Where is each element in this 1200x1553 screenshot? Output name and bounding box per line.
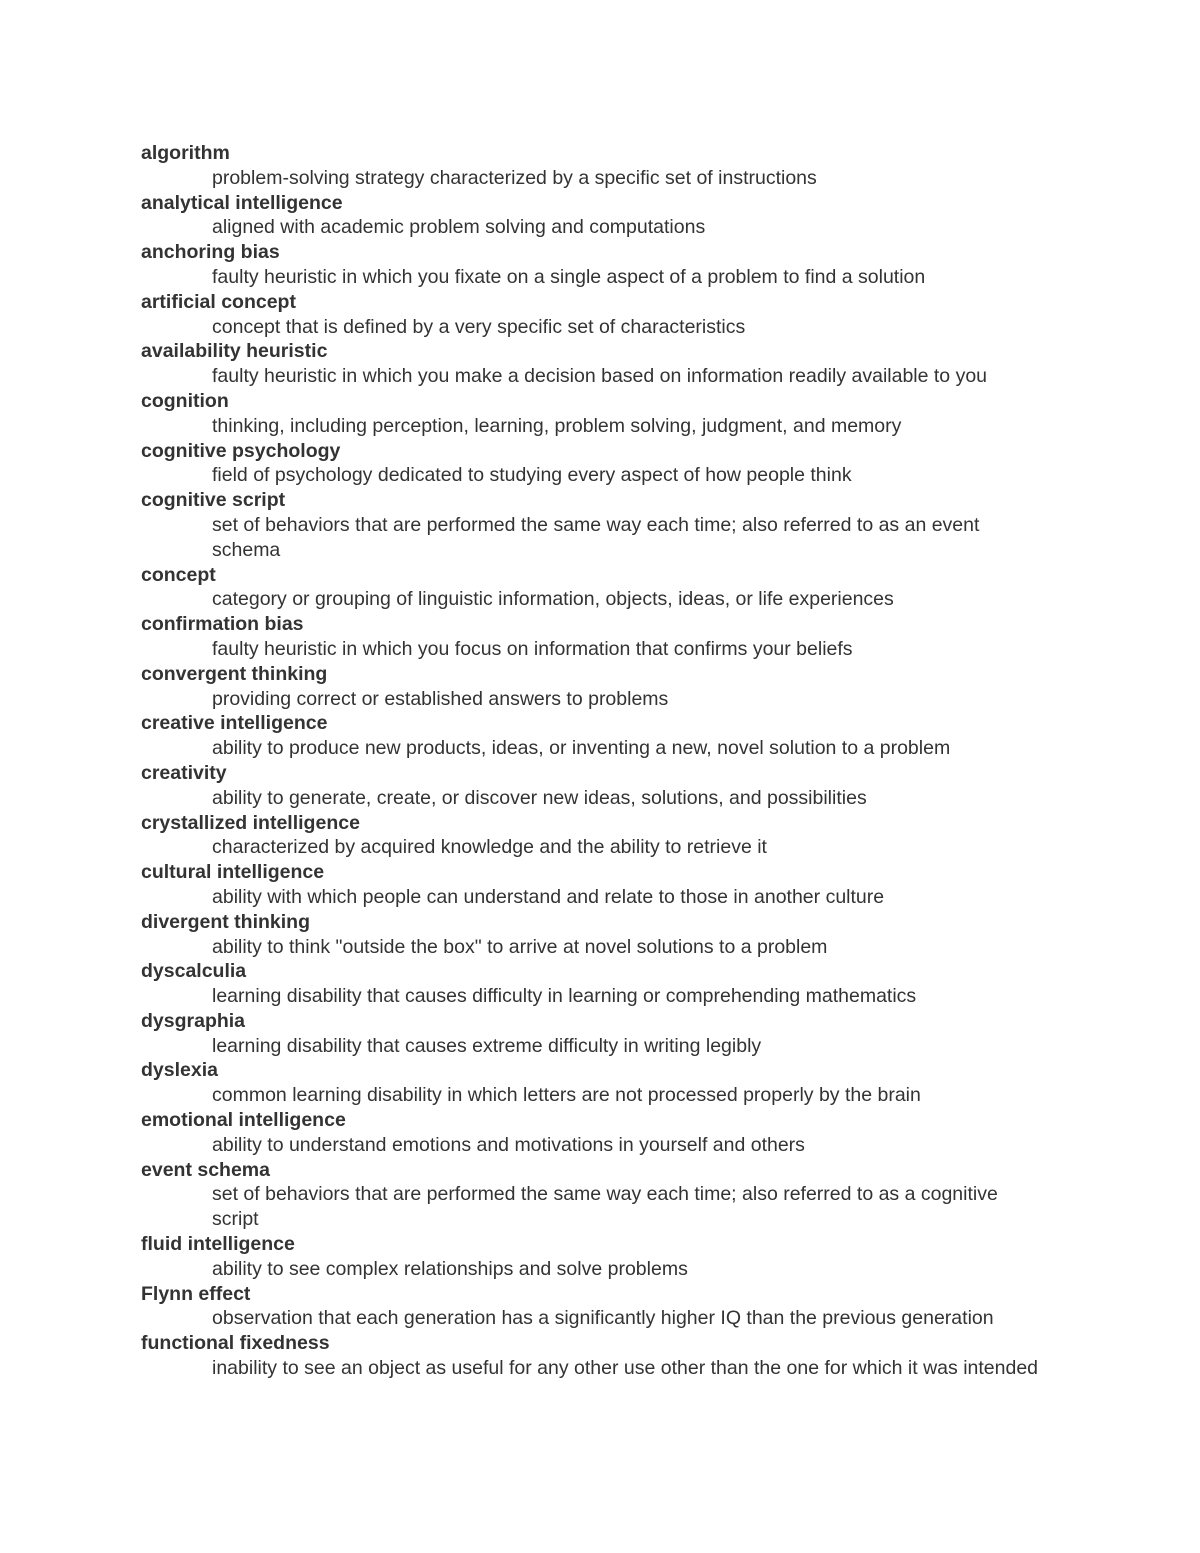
definition: category or grouping of linguistic information, objects, ideas, or life experiences [212, 588, 894, 611]
term: availability heuristic [141, 340, 328, 363]
glossary-entry-creative-intelligence [141, 711, 1061, 761]
definition: faulty heuristic in which you fixate on a single aspect of a problem to find a solution [212, 265, 926, 288]
glossary-entry-creativity [141, 761, 1061, 811]
definition: common learning disability in which letters are not processed properly by the brain [212, 1084, 921, 1107]
term: cognitive script [141, 489, 286, 512]
definition: characterized by acquired knowledge and the ability to retrieve it [212, 836, 767, 859]
definition: field of psychology dedicated to studying every aspect of how people think [212, 464, 852, 487]
term: dyscalculia [141, 960, 247, 983]
glossary-entry-dyslexia [141, 1058, 1061, 1108]
term: algorithm [141, 142, 230, 164]
definition: set of behaviors that are performed the same way each time; also referred to as a cognitive script [212, 1183, 998, 1231]
definition: faulty heuristic in which you focus on information that confirms your beliefs [212, 637, 853, 660]
term: divergent thinking [141, 910, 311, 933]
glossary-entry-event-schema [141, 1158, 1061, 1232]
glossary-entry-divergent-thinking [141, 910, 1061, 960]
definition: ability to see complex relationships and solve problems [212, 1257, 688, 1280]
term: artificial concept [141, 290, 296, 313]
glossary-entry-cognition [141, 389, 1061, 439]
definition: ability with which people can understand and relate to those in another culture [212, 885, 885, 908]
term: dysgraphia [141, 1009, 246, 1032]
glossary-entry-flynn-effect [141, 1282, 1061, 1332]
definition: learning disability that causes difficulty in learning or comprehending mathematics [212, 985, 917, 1008]
definition: thinking, including perception, learning, problem solving, judgment, and memory [212, 414, 902, 437]
definition: learning disability that causes extreme difficulty in writing legibly [212, 1034, 762, 1057]
term: dyslexia [141, 1059, 218, 1082]
glossary-entry-convergent-thinking [141, 662, 1061, 712]
definition: providing correct or established answers to problems [212, 687, 669, 710]
glossary-entry-cognitive-psychology [141, 439, 1061, 489]
definition: observation that each generation has a significantly higher IQ than the previous generation [212, 1307, 994, 1330]
term: cognition [141, 389, 229, 412]
glossary-entry-cultural-intelligence [141, 860, 1061, 910]
definition: ability to think "outside the box" to arrive at novel solutions to a problem [212, 935, 828, 958]
glossary-entry-dysgraphia [141, 1009, 1061, 1059]
term: convergent thinking [141, 662, 328, 685]
term: anchoring bias [141, 241, 280, 264]
term: cultural intelligence [141, 861, 325, 884]
definition: set of behaviors that are performed the same way each time; also referred to as an event schema [212, 513, 980, 561]
glossary-entry-cognitive-script [141, 488, 1061, 562]
glossary-entry-artificial-concept [141, 290, 1061, 340]
term: event schema [141, 1158, 270, 1181]
term: functional fixedness [141, 1332, 330, 1355]
term: creativity [141, 761, 227, 784]
definition: inability to see an object as useful for any other use other than the one for which it was intended [212, 1357, 1039, 1380]
term: creative intelligence [141, 712, 328, 735]
term: Flynn effect [141, 1282, 251, 1305]
term: emotional intelligence [141, 1109, 346, 1132]
glossary-entry-fluid-intelligence [141, 1232, 1061, 1282]
definition: faulty heuristic in which you make a decision based on information readily available to you [212, 365, 988, 388]
term: concept [141, 563, 216, 586]
glossary-entry-crystallized-intelligence [141, 811, 1061, 861]
glossary-entry-analytical-intelligence [141, 191, 1061, 241]
glossary-entry-availability-heuristic [141, 339, 1061, 389]
term: fluid intelligence [141, 1233, 295, 1256]
definition: problem-solving strategy characterized by a specific set of instructions [212, 166, 817, 189]
glossary-entry-emotional-intelligence [141, 1108, 1061, 1158]
term: confirmation bias [141, 613, 304, 636]
term: analytical intelligence [141, 191, 343, 214]
glossary-entry-functional-fixedness [141, 1331, 1061, 1381]
definition: ability to understand emotions and motivations in yourself and others [212, 1133, 805, 1156]
definition: concept that is defined by a very specific set of characteristics [212, 315, 746, 338]
glossary-entry-dyscalculia [141, 959, 1061, 1009]
definition: aligned with academic problem solving and computations [212, 216, 706, 239]
term: crystallized intelligence [141, 811, 360, 834]
term: cognitive psychology [141, 439, 341, 462]
glossary-entry-confirmation-bias [141, 612, 1061, 662]
glossary-entry-anchoring-bias [141, 240, 1061, 290]
definition: ability to produce new products, ideas, or inventing a new, novel solution to a problem [212, 737, 951, 760]
glossary-page [141, 141, 1061, 1381]
glossary-entry-algorithm [141, 141, 1061, 191]
glossary-entry-concept [141, 563, 1061, 613]
definition: ability to generate, create, or discover new ideas, solutions, and possibilities [212, 786, 867, 809]
